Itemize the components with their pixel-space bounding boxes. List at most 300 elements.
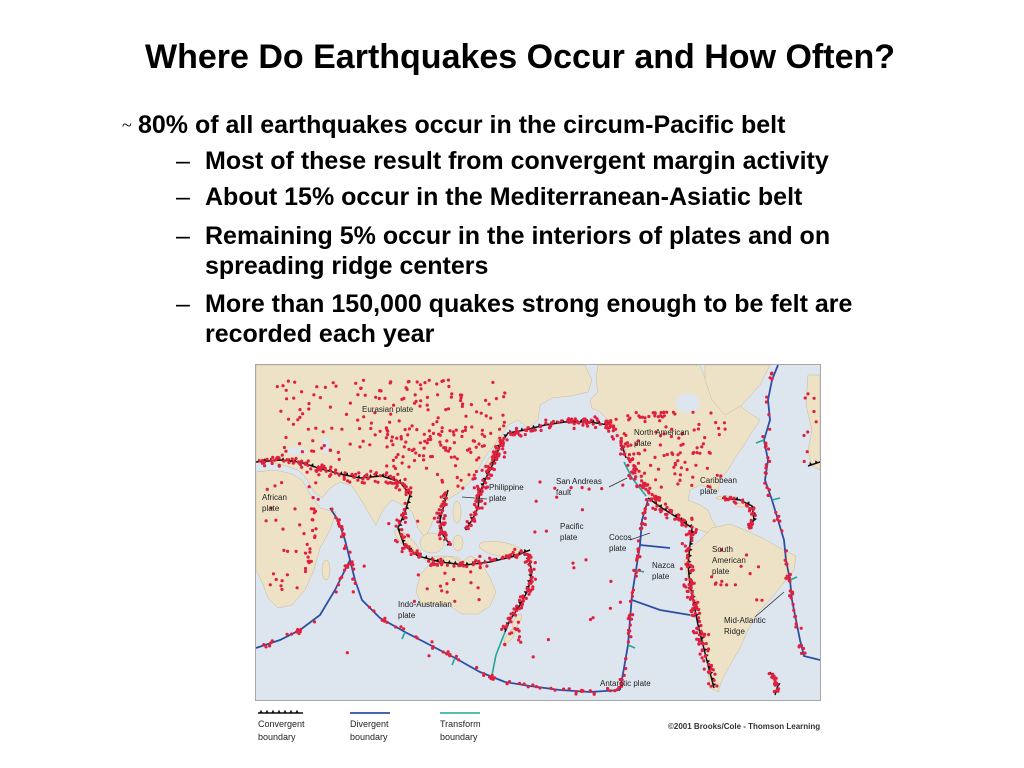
earthquake-dot xyxy=(525,560,528,563)
earthquake-dot xyxy=(687,547,690,550)
earthquake-dot xyxy=(414,393,417,396)
earthquake-dot xyxy=(461,430,464,433)
earthquake-dot xyxy=(379,389,382,392)
earthquake-dot xyxy=(535,685,538,688)
earthquake-dot xyxy=(507,617,510,620)
earthquake-dot xyxy=(343,569,346,572)
earthquake-dot xyxy=(443,531,446,534)
earthquake-dot xyxy=(460,562,463,565)
earthquake-dot xyxy=(385,471,388,474)
earthquake-dot xyxy=(533,568,536,571)
earthquake-dot xyxy=(454,464,457,467)
earthquake-dot xyxy=(376,481,379,484)
earthquake-dot xyxy=(701,656,704,659)
earthquake-dot xyxy=(693,631,696,634)
earthquake-dot xyxy=(286,633,289,636)
earthquake-dot xyxy=(304,567,307,570)
earthquake-dot xyxy=(695,451,698,454)
earthquake-dot xyxy=(685,549,688,552)
earthquake-dot xyxy=(813,397,816,400)
sub-bullet-remaining xyxy=(176,221,830,281)
earthquake-dot xyxy=(400,533,403,536)
earthquake-dot xyxy=(515,427,518,430)
earthquake-dot xyxy=(699,653,702,656)
earthquake-dot xyxy=(416,636,419,639)
earthquake-dot xyxy=(444,491,447,494)
earthquake-dot xyxy=(492,678,495,681)
earthquake-dot xyxy=(581,486,584,489)
earthquake-dot xyxy=(684,525,687,528)
earthquake-dot xyxy=(281,528,284,531)
earthquake-dot xyxy=(513,612,516,615)
earthquake-dot xyxy=(520,606,523,609)
earthquake-dot xyxy=(444,449,447,452)
earthquake-dot xyxy=(478,555,481,558)
earthquake-dot xyxy=(312,508,315,511)
convergent-boundary-tooth xyxy=(277,710,280,713)
earthquake-dot xyxy=(363,565,366,568)
earthquake-dot xyxy=(489,417,492,420)
earthquake-dot xyxy=(383,620,386,623)
earthquake-dot xyxy=(707,682,710,685)
earthquake-dot xyxy=(404,478,407,481)
earthquake-dot xyxy=(295,630,298,633)
earthquake-dot xyxy=(660,411,663,414)
earthquake-dot xyxy=(308,551,311,554)
earthquake-dot xyxy=(304,552,307,555)
earthquake-dot xyxy=(532,655,535,658)
earthquake-dot xyxy=(298,523,301,526)
earthquake-dot xyxy=(462,564,465,567)
earthquake-dot xyxy=(348,481,351,484)
earthquake-dot xyxy=(304,570,307,573)
earthquake-dot xyxy=(369,427,372,430)
earthquake-dot xyxy=(710,664,713,667)
earthquake-dot xyxy=(411,424,414,427)
earthquake-dot xyxy=(511,433,514,436)
earthquake-dot xyxy=(444,408,447,411)
earthquake-dot xyxy=(568,687,571,690)
earthquake-dot xyxy=(788,580,791,583)
earthquake-dot xyxy=(437,416,440,419)
earthquake-dot xyxy=(668,509,671,512)
earthquake-dot xyxy=(340,535,343,538)
earthquake-dot xyxy=(394,625,397,628)
earthquake-dot xyxy=(286,573,289,576)
earthquake-dot xyxy=(436,473,439,476)
earthquake-dot xyxy=(306,471,309,474)
earthquake-dot xyxy=(370,422,373,425)
earthquake-dot xyxy=(642,522,645,525)
earthquake-dot xyxy=(697,427,700,430)
earthquake-dot xyxy=(528,563,531,566)
earthquake-dot xyxy=(460,435,463,438)
earthquake-dot xyxy=(581,424,584,427)
earthquake-dot xyxy=(349,402,352,405)
earthquake-dot xyxy=(309,467,312,470)
earthquake-dot xyxy=(464,415,467,418)
earthquake-dot xyxy=(676,453,679,456)
earthquake-dot xyxy=(423,433,426,436)
earthquake-dot xyxy=(470,425,473,428)
earthquake-dot xyxy=(366,477,369,480)
earthquake-dot xyxy=(697,423,700,426)
earthquake-dot xyxy=(666,453,669,456)
earthquake-dot xyxy=(630,618,633,621)
earthquake-dot xyxy=(773,519,776,522)
earthquake-dot xyxy=(278,464,281,467)
earthquake-dot xyxy=(661,415,664,418)
earthquake-dot xyxy=(767,494,770,497)
earthquake-dot xyxy=(664,503,667,506)
earthquake-dot xyxy=(538,686,541,689)
earthquake-dot xyxy=(308,561,311,564)
earthquake-dot xyxy=(419,383,422,386)
earthquake-dot xyxy=(438,441,441,444)
earthquake-dot xyxy=(263,464,266,467)
earthquake-dot xyxy=(623,432,626,435)
earthquake-dot xyxy=(503,643,506,646)
earthquake-dot xyxy=(391,435,394,438)
earthquake-dot xyxy=(445,582,448,585)
earthquake-dot xyxy=(761,435,764,438)
earthquake-dot xyxy=(654,508,657,511)
earthquake-dot xyxy=(663,454,666,457)
earthquake-dot xyxy=(812,410,815,413)
earthquake-dot xyxy=(419,399,422,402)
earthquake-dot xyxy=(526,553,529,556)
earthquake-dot xyxy=(404,428,407,431)
earthquake-dot xyxy=(308,547,311,550)
earthquake-dot xyxy=(609,580,612,583)
earthquake-dot xyxy=(629,600,632,603)
earthquake-dot xyxy=(501,447,504,450)
earthquake-dot xyxy=(469,581,472,584)
earthquake-dot xyxy=(369,470,372,473)
earthquake-dot xyxy=(803,460,806,463)
earthquake-dot xyxy=(332,381,335,384)
sub-bullet-text: Most of these result from convergent margin activity xyxy=(205,147,829,175)
earthquake-dot xyxy=(334,385,337,388)
earthquake-dot xyxy=(645,498,648,501)
earthquake-dot xyxy=(440,380,443,383)
earthquake-dot xyxy=(281,384,284,387)
earthquake-dot xyxy=(676,459,679,462)
earthquake-dot xyxy=(694,612,697,615)
earthquake-dot xyxy=(319,396,322,399)
earthquake-dot xyxy=(768,460,771,463)
earthquake-dot xyxy=(477,456,480,459)
earthquake-dot xyxy=(400,398,403,401)
earthquake-dot xyxy=(307,556,310,559)
earthquake-dot xyxy=(279,584,282,587)
earthquake-dot xyxy=(690,484,693,487)
earthquake-dot xyxy=(266,488,269,491)
earthquake-dot xyxy=(341,528,344,531)
cocos-plate-label-line2: plate xyxy=(609,544,627,553)
earthquake-dot xyxy=(293,507,296,510)
earthquake-dot xyxy=(503,391,506,394)
earthquake-dot xyxy=(461,487,464,490)
earthquake-dot xyxy=(423,447,426,450)
earthquake-dot xyxy=(407,465,410,468)
earthquake-dot xyxy=(485,565,488,568)
transform-legend-label xyxy=(440,718,482,744)
earthquake-dot xyxy=(628,453,631,456)
earthquake-dot xyxy=(487,468,490,471)
earthquake-dot xyxy=(704,654,707,657)
earthquake-dot xyxy=(336,519,339,522)
earthquake-dot xyxy=(343,478,346,481)
earthquake-dot xyxy=(442,650,445,653)
earthquake-dot xyxy=(346,564,349,567)
earthquake-dot xyxy=(688,530,691,533)
african-plate-label: African xyxy=(262,493,287,502)
earthquake-dot xyxy=(413,552,416,555)
earthquake-dot xyxy=(308,485,311,488)
earthquake-dot xyxy=(713,673,716,676)
earthquake-dot xyxy=(676,482,679,485)
earthquake-dot xyxy=(325,470,328,473)
earthquake-dot xyxy=(345,413,348,416)
earthquake-dot xyxy=(673,412,676,415)
earthquake-dot xyxy=(296,418,299,421)
earthquake-dot xyxy=(604,421,607,424)
earthquake-dot xyxy=(329,406,332,409)
earthquake-dot xyxy=(627,418,630,421)
earthquake-dot xyxy=(592,616,595,619)
earthquake-dot xyxy=(299,630,302,633)
earthquake-dot xyxy=(629,477,632,480)
earthquake-dot xyxy=(488,403,491,406)
earthquake-dot xyxy=(629,444,632,447)
earthquake-dot xyxy=(547,638,550,641)
earthquake-dot xyxy=(441,426,444,429)
earthquake-dot xyxy=(653,456,656,459)
earthquake-dot xyxy=(491,674,494,677)
earthquake-dot xyxy=(417,556,420,559)
earthquake-dot xyxy=(439,585,442,588)
earthquake-dot xyxy=(403,516,406,519)
earthquake-dot xyxy=(344,564,347,567)
earthquake-dot xyxy=(777,515,780,518)
earthquake-dot xyxy=(278,456,281,459)
earthquake-dot xyxy=(658,499,661,502)
convergent-boundary-tooth xyxy=(283,710,286,713)
earthquake-dot xyxy=(767,447,770,450)
earthquake-dot xyxy=(614,428,617,431)
earthquake-dot xyxy=(291,457,294,460)
earthquake-dot xyxy=(350,561,353,564)
earthquake-dot xyxy=(456,457,459,460)
earthquake-dot xyxy=(323,444,326,447)
earthquake-dot xyxy=(715,684,718,687)
earthquake-dot xyxy=(539,425,542,428)
earthquake-dot xyxy=(626,414,629,417)
earthquake-dot xyxy=(484,561,487,564)
earthquake-dot xyxy=(680,567,683,570)
earthquake-dot xyxy=(763,482,766,485)
earthquake-dot xyxy=(491,458,494,461)
earthquake-dot xyxy=(674,463,677,466)
earthquake-dot xyxy=(281,579,284,582)
earthquake-dot xyxy=(635,559,638,562)
earthquake-dot xyxy=(531,429,534,432)
earthquake-dot xyxy=(469,513,472,516)
earthquake-dot xyxy=(439,558,442,561)
earthquake-dot xyxy=(473,519,476,522)
earthquake-dot xyxy=(269,641,272,644)
earthquake-dot xyxy=(631,457,634,460)
earthquake-dot xyxy=(577,421,580,424)
earthquake-dot xyxy=(304,462,307,465)
earthquake-dot xyxy=(362,415,365,418)
earthquake-dot xyxy=(383,617,386,620)
slide-title: Where Do Earthquakes Occur and How Often? xyxy=(145,38,896,76)
earthquake-dot xyxy=(287,380,290,383)
earthquake-dot xyxy=(572,566,575,569)
earthquake-dot xyxy=(391,443,394,446)
earthquake-dot xyxy=(635,571,638,574)
earthquake-dot xyxy=(688,583,691,586)
earthquake-dot xyxy=(298,442,301,445)
earthquake-dot xyxy=(637,462,640,465)
earthquake-dot xyxy=(395,479,398,482)
earthquake-dot xyxy=(535,500,538,503)
earthquake-dot xyxy=(439,434,442,437)
earthquake-dot xyxy=(515,605,518,608)
earthquake-dot xyxy=(401,547,404,550)
earthquake-dot xyxy=(378,397,381,400)
earthquake-dot xyxy=(459,399,462,402)
earthquake-dot xyxy=(461,405,464,408)
earthquake-dot xyxy=(659,443,662,446)
earthquake-dot xyxy=(534,578,537,581)
earthquake-dot xyxy=(741,501,744,504)
earthquake-dot xyxy=(692,451,695,454)
legend-label-line: Convergent xyxy=(258,719,305,729)
earthquake-dot xyxy=(455,655,458,658)
earthquake-dot xyxy=(502,625,505,628)
earthquake-dot xyxy=(689,596,692,599)
earthquake-dot xyxy=(766,456,769,459)
earthquake-dot xyxy=(386,482,389,485)
earthquake-dot xyxy=(363,481,366,484)
earthquake-dot xyxy=(472,563,475,566)
earthquake-dot xyxy=(480,412,483,415)
earthquake-dot xyxy=(527,685,530,688)
earthquake-dot xyxy=(680,466,683,469)
earthquake-dot xyxy=(696,446,699,449)
earthquake-dot xyxy=(522,599,525,602)
earthquake-dot xyxy=(486,477,489,480)
earthquake-dot xyxy=(329,469,332,472)
earthquake-dot xyxy=(438,508,441,511)
earthquake-dot xyxy=(476,494,479,497)
philippines xyxy=(453,501,461,523)
earthquake-dot xyxy=(407,534,410,537)
earthquake-dot xyxy=(265,519,268,522)
earthquake-dot xyxy=(427,408,430,411)
earthquake-dot xyxy=(301,450,304,453)
earthquake-dot xyxy=(450,392,453,395)
earthquake-dot xyxy=(506,682,509,685)
earthquake-dot xyxy=(654,478,657,481)
earthquake-dot xyxy=(806,430,809,433)
earthquake-dot xyxy=(464,429,467,432)
earthquake-dot xyxy=(334,472,337,475)
earthquake-dot xyxy=(520,604,523,607)
earthquake-dot xyxy=(358,427,361,430)
earthquake-dot xyxy=(442,517,445,520)
earthquake-dot xyxy=(765,486,768,489)
earthquake-dot xyxy=(806,392,809,395)
earthquake-dot xyxy=(751,522,754,525)
earthquake-dot xyxy=(440,589,443,592)
earthquake-dot xyxy=(503,421,506,424)
earthquake-dot xyxy=(798,644,801,647)
earthquake-dot xyxy=(540,429,543,432)
earthquake-dot xyxy=(707,633,710,636)
earthquake-dot xyxy=(573,427,576,430)
earthquake-dot xyxy=(350,473,353,476)
earthquake-dot xyxy=(478,507,481,510)
dash-marker: – xyxy=(176,183,190,211)
earthquake-dot xyxy=(589,689,592,692)
earthquake-dot xyxy=(415,428,418,431)
earthquake-dot xyxy=(469,524,472,527)
earthquake-dot xyxy=(629,623,632,626)
earthquake-dot xyxy=(479,562,482,565)
earthquake-dot xyxy=(640,479,643,482)
earthquake-dot xyxy=(690,614,693,617)
earthquake-dot xyxy=(481,429,484,432)
earthquake-dot xyxy=(657,468,660,471)
earthquake-dot xyxy=(538,480,541,483)
earthquake-dot xyxy=(356,393,359,396)
earthquake-dot xyxy=(315,470,318,473)
earthquake-dot xyxy=(358,445,361,448)
earthquake-dot xyxy=(467,473,470,476)
earthquake-dot xyxy=(307,459,310,462)
earthquake-dot xyxy=(383,397,386,400)
earthquake-dot xyxy=(513,548,516,551)
earthquake-dot xyxy=(483,444,486,447)
earthquake-dot xyxy=(646,483,649,486)
earthquake-dot xyxy=(475,470,478,473)
earthquake-dot xyxy=(296,586,299,589)
earthquake-dot xyxy=(339,577,342,580)
earthquake-dot xyxy=(581,508,584,511)
philippine-plate-label: Philippine xyxy=(489,483,524,492)
earthquake-dot xyxy=(709,452,712,455)
earthquake-dot xyxy=(472,439,475,442)
earthquake-dot xyxy=(748,507,751,510)
earthquake-dot xyxy=(518,682,521,685)
earthquake-dot xyxy=(364,394,367,397)
earthquake-dot xyxy=(764,442,767,445)
earthquake-dot xyxy=(636,554,639,557)
earthquake-dot xyxy=(258,459,261,462)
earthquake-dot xyxy=(403,445,406,448)
earthquake-dot xyxy=(469,451,472,454)
earthquake-dot xyxy=(701,642,704,645)
earthquake-dot xyxy=(770,372,773,375)
earthquake-dot xyxy=(637,539,640,542)
earthquake-dot xyxy=(482,674,485,677)
earthquake-dot xyxy=(643,420,646,423)
earthquake-dot xyxy=(548,426,551,429)
